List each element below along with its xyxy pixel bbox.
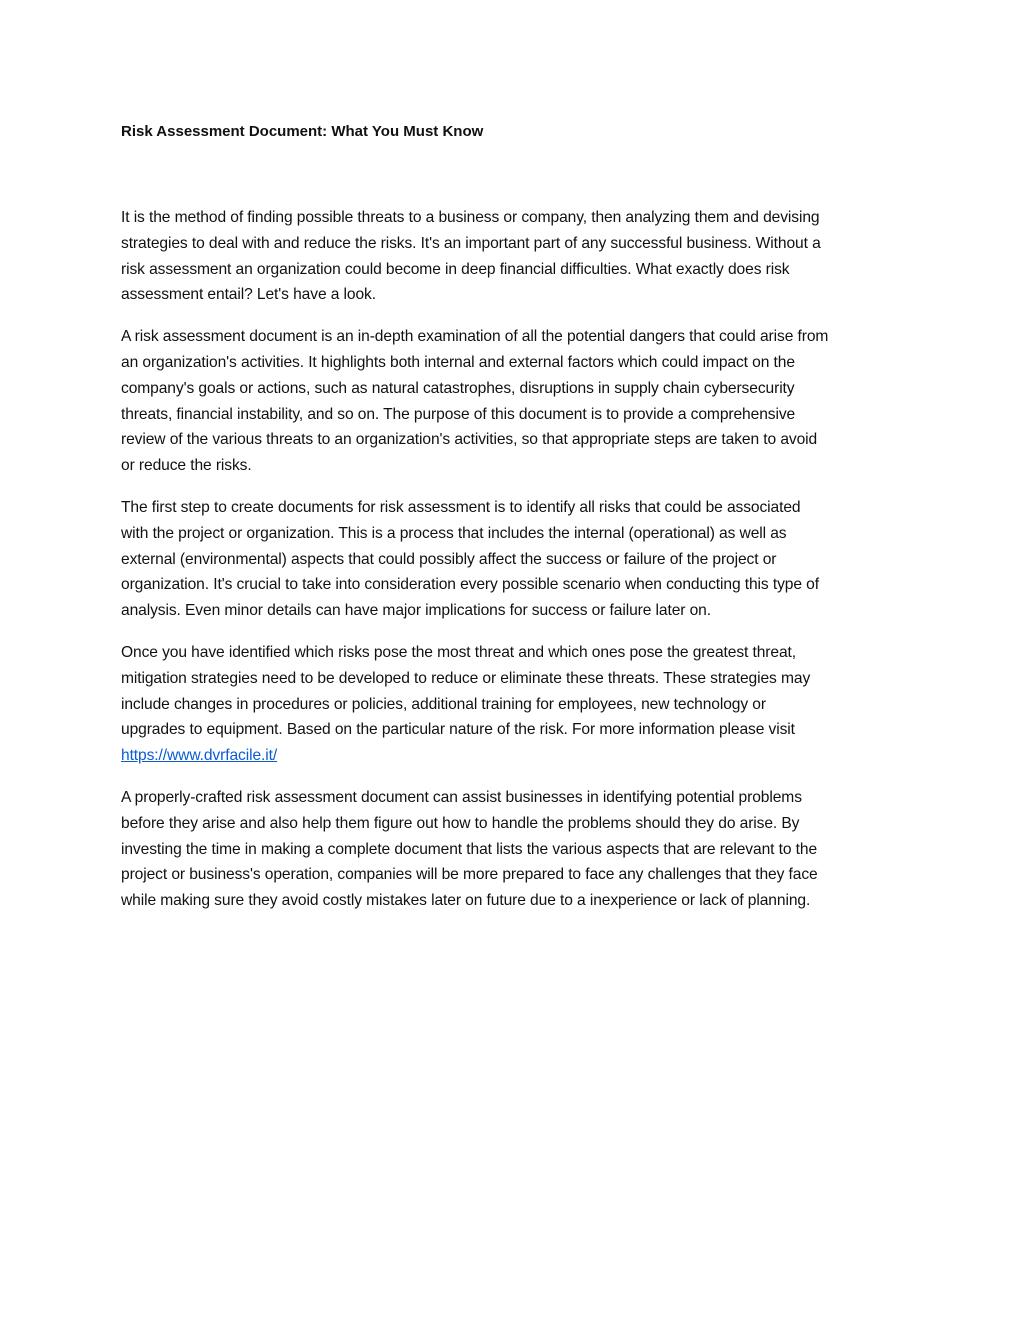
paragraph-line: project or business's operation, companies will be more prepared to face any challenges that they face (121, 866, 818, 884)
document-body (121, 205, 907, 930)
paragraph-line: The first step to create documents for risk assessment is to identify all risks that could be associated (121, 498, 801, 516)
paragraph-line: while making sure they avoid costly mistakes later on future due to a inexperience or lack of planning. (121, 892, 811, 910)
paragraph-line: assessment entail? Let's have a look. (121, 286, 376, 304)
paragraph-line: upgrades to equipment. Based on the particular nature of the risk. For more information please visit (121, 721, 795, 739)
paragraph-3 (121, 495, 907, 624)
paragraph-line: or reduce the risks. (121, 457, 252, 475)
paragraph-line: organization. It's crucial to take into consideration every possible scenario when conducting this type of (121, 576, 819, 594)
document-title: Risk Assessment Document: What You Must Know (121, 123, 484, 140)
paragraph-line: It is the method of finding possible threats to a business or company, then analyzing them and devising (121, 209, 820, 226)
paragraph-line: investing the time in making a complete document that lists the various aspects that are relevant to the (121, 840, 818, 858)
paragraph-line: company's goals or actions, such as natural catastrophes, disruptions in supply chain cybersecurity (121, 379, 795, 397)
paragraph-line: with the project or organization. This is a process that includes the internal (operational) as well as (121, 524, 787, 542)
paragraph-line: strategies to deal with and reduce the risks. It's an important part of any successful business. Without a (121, 234, 821, 252)
paragraph-line: include changes in procedures or policies, additional training for employees, new technology or (121, 695, 766, 713)
paragraph-line: before they arise and also help them figure out how to handle the problems should they do arise. By (121, 814, 800, 832)
paragraph-line: analysis. Even minor details can have major implications for success or failure later on. (121, 602, 711, 620)
paragraph-4 (121, 640, 907, 769)
paragraph-line: A risk assessment document is an in-depth examination of all the potential dangers that could arise from (121, 328, 829, 346)
paragraph-line: risk assessment an organization could become in deep financial difficulties. What exactly does risk (121, 260, 790, 278)
paragraph-line: threats, financial instability, and so on. The purpose of this document is to provide a comprehensive (121, 405, 796, 423)
paragraph-line-link (121, 743, 907, 769)
paragraph-line: external (environmental) aspects that could possibly affect the success or failure of the project or (121, 550, 777, 568)
paragraph-line: an organization's activities. It highlights both internal and external factors which could impact on the (121, 353, 795, 371)
paragraph-1 (121, 205, 907, 308)
paragraph-line: review of the various threats to an organization's activities, so that appropriate steps are taken to avoid (121, 431, 818, 449)
website-link[interactable]: https://www.dvrfacile.it/ (121, 747, 278, 765)
paragraph-line: A properly-crafted risk assessment document can assist businesses in identifying potential problems (121, 788, 802, 806)
paragraph-5 (121, 785, 907, 914)
paragraph-line: mitigation strategies need to be developed to reduce or eliminate these threats. These strategies may (121, 669, 811, 687)
paragraph-2 (121, 324, 907, 479)
paragraph-line: Once you have identified which risks pose the most threat and which ones pose the greatest threat, (121, 643, 796, 661)
